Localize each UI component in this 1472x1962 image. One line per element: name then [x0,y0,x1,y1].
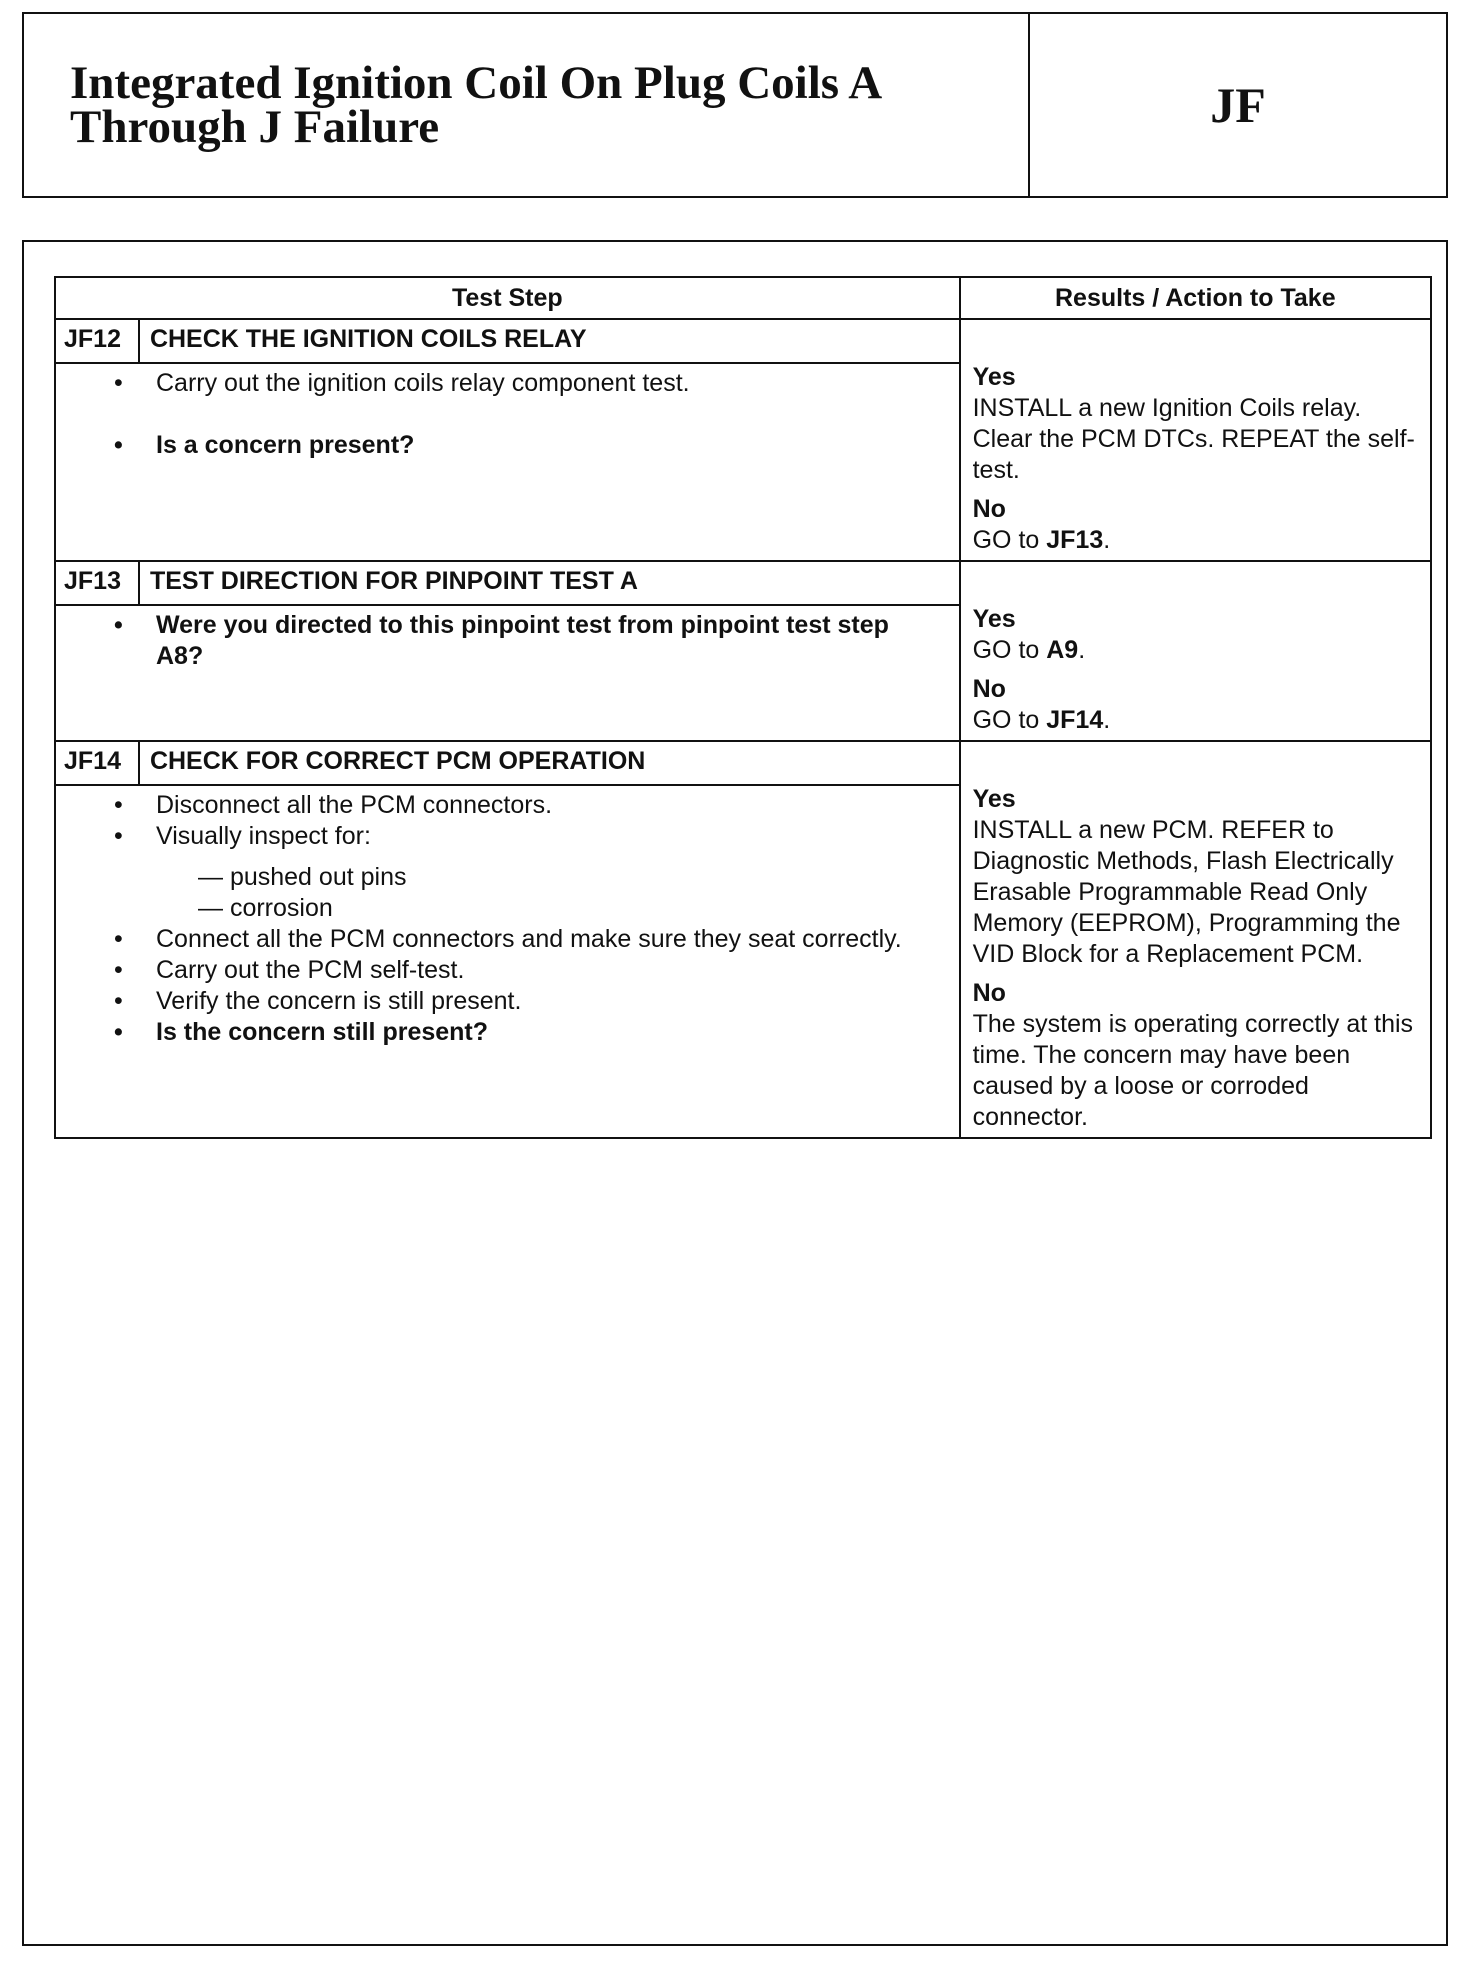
result-no [973,494,1424,556]
sub-item: — pushed out pins [198,863,407,891]
bullet-item: • Visually inspect for: [156,821,919,852]
header-results: Results / Action to Take [960,277,1431,319]
result-yes [973,362,1424,486]
yes-label: Yes [972,363,1016,391]
no-suffix: . [1103,706,1111,734]
bullet-item: • Carry out the PCM self-test. [156,955,919,986]
yes-text: INSTALL a new Ignition Coils relay. Clear the PCM DTCs. REPEAT the self-test. [972,394,1415,484]
result-yes [973,784,1424,970]
yes-text: INSTALL a new PCM. REFER to Diagnostic Methods, Flash Electrically Erasable Programmable Read Only Memory (EEPROM), Programming the VID Block for a Replacement PCM. [972,816,1401,968]
yes-ref: A9 [1046,636,1079,664]
no-prefix: GO to [972,526,1040,554]
yes-text [973,635,1424,666]
step-title-row [55,319,1431,363]
bullet-item: • Connect all the PCM connectors and make sure they seat correctly. [156,924,919,955]
step-result [960,561,1431,741]
result-no [973,674,1424,736]
step-title: CHECK THE IGNITION COILS RELAY [139,319,960,363]
page-title-line2: Through J Failure [70,101,440,153]
result-no [973,978,1424,1133]
no-suffix: . [1103,526,1111,554]
result-yes [973,604,1424,666]
yes-label: Yes [972,785,1016,813]
step-result [960,741,1431,1138]
yes-prefix: GO to [972,636,1040,664]
step-title: CHECK FOR CORRECT PCM OPERATION [139,741,960,785]
test-step-table [54,276,1432,1139]
step-body [55,363,960,561]
step-title-row [55,561,1431,605]
bullet-question: • Is the concern still present? [156,1017,919,1048]
yes-label: Yes [972,605,1016,633]
page-title [70,57,883,153]
sub-item: — corrosion [198,894,333,922]
no-label: No [972,495,1006,523]
step-title-row [55,741,1431,785]
step-title: TEST DIRECTION FOR PINPOINT TEST A [139,561,960,605]
section-code: JF [1210,77,1266,133]
step-body [55,605,960,741]
bullet-question: • Were you directed to this pinpoint test from pinpoint test step A8? [156,610,919,672]
step-id: JF12 [55,319,139,363]
no-prefix: GO to [972,706,1040,734]
bullet-item: • Disconnect all the PCM connectors. [156,790,919,821]
table-header-row [55,277,1431,319]
no-ref: JF14 [1046,706,1104,734]
no-label: No [972,979,1006,1007]
step-body [55,785,960,1138]
page-header [22,12,1448,198]
bullet-question: • Is a concern present? [156,430,947,461]
title-cell [24,14,1030,196]
no-text [973,525,1424,556]
step-id: JF14 [55,741,139,785]
no-label: No [972,675,1006,703]
page-title-line1: Integrated Ignition Coil On Plug Coils A [70,57,883,109]
content-frame [22,240,1448,1946]
no-text [973,705,1424,736]
no-text: The system is operating correctly at this time. The concern may have been caused by a loose or corroded connector. [972,1010,1414,1131]
bullet-item: • Verify the concern is still present. [156,986,919,1017]
no-ref: JF13 [1046,526,1104,554]
bullet-item: • Carry out the ignition coils relay component test. [156,368,947,399]
step-id: JF13 [55,561,139,605]
header-test-step: Test Step [55,277,960,319]
yes-suffix: . [1078,636,1086,664]
step-result [960,319,1431,561]
